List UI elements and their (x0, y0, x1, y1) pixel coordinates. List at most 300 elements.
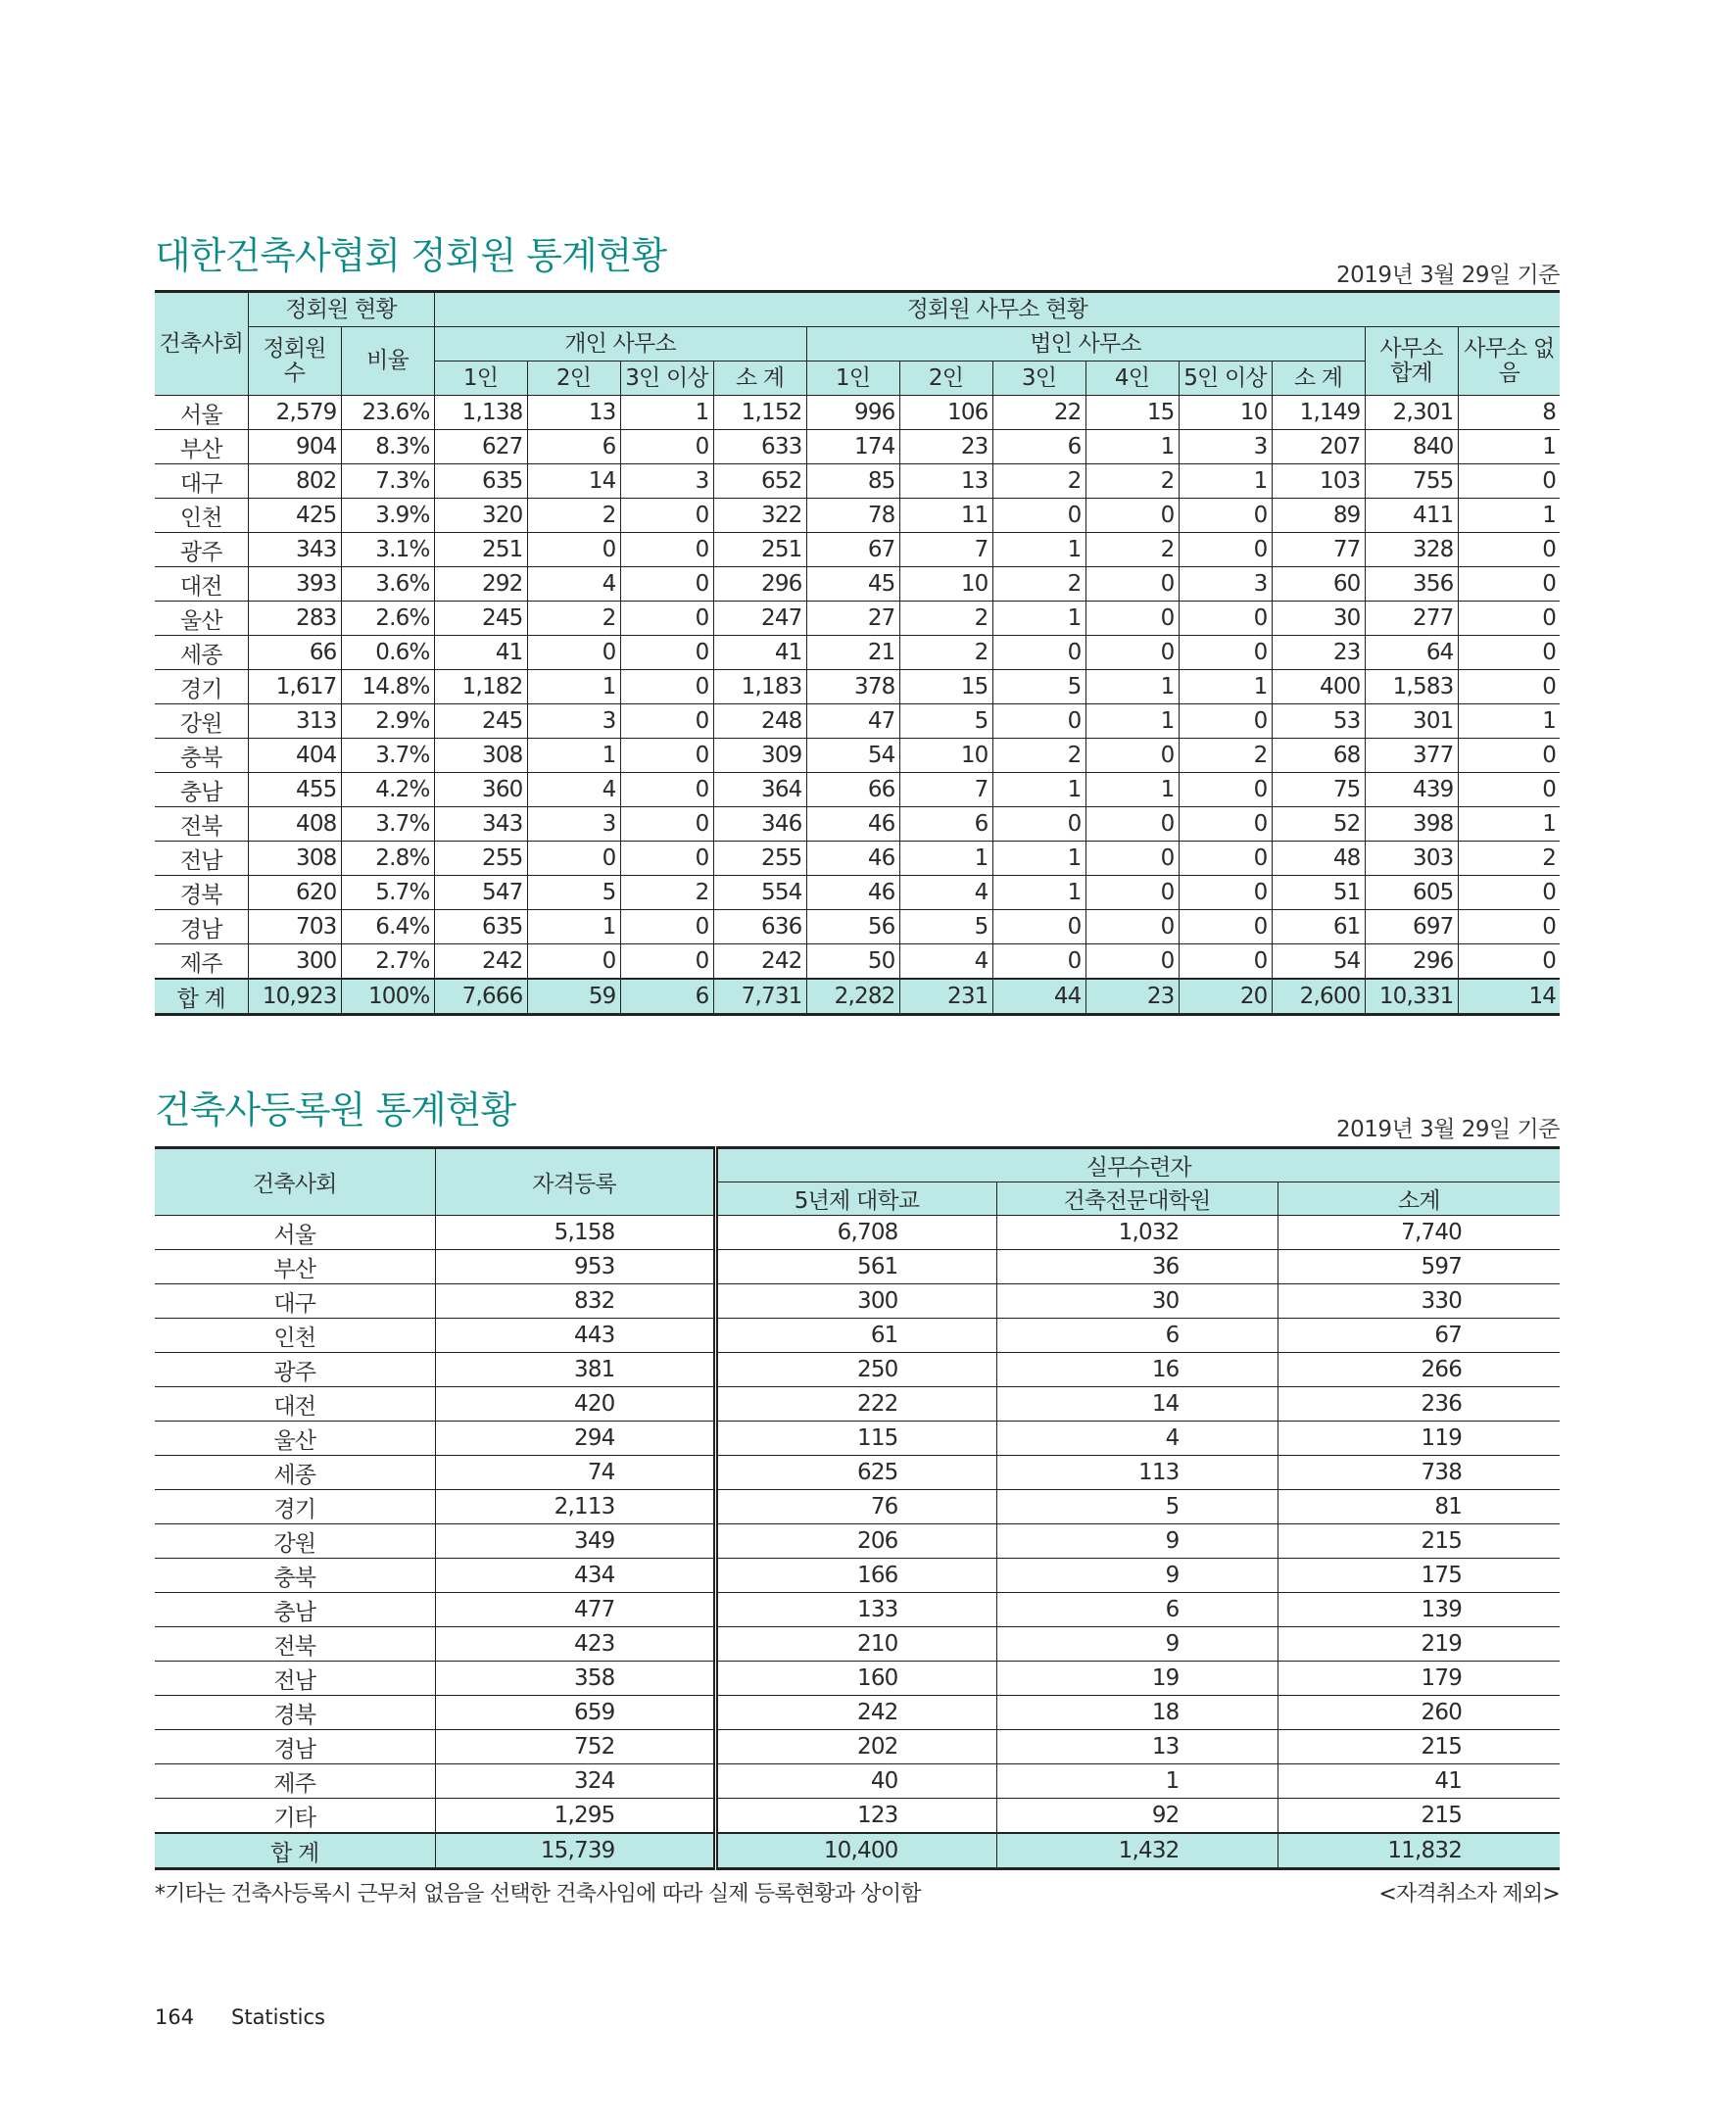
value-cell: 10 (1179, 396, 1272, 430)
table-row (155, 670, 1560, 704)
value-cell: 2.6% (341, 602, 434, 636)
total-cell: 2,600 (1272, 979, 1365, 1015)
value-cell: 343 (434, 807, 527, 842)
value-cell: 0.6% (341, 636, 434, 670)
total-cell: 7,666 (434, 979, 527, 1015)
value-cell: 277 (1365, 602, 1458, 636)
value-cell: 266 (1278, 1353, 1560, 1387)
region-cell: 광주 (155, 1353, 435, 1387)
header-5yr-university: 5년제 대학교 (715, 1182, 996, 1216)
value-cell: 247 (713, 602, 806, 636)
value-cell: 0 (527, 944, 620, 980)
value-cell: 215 (1278, 1730, 1560, 1764)
value-cell: 22 (992, 396, 1085, 430)
value-cell: 7 (899, 773, 992, 807)
region-cell: 충북 (155, 1559, 435, 1593)
value-cell: 248 (713, 704, 806, 739)
value-cell: 0 (1458, 739, 1560, 773)
value-cell: 840 (1365, 430, 1458, 464)
table-row (155, 739, 1560, 773)
value-cell: 1 (527, 670, 620, 704)
value-cell: 755 (1365, 464, 1458, 499)
value-cell: 260 (1278, 1696, 1560, 1730)
value-cell: 0 (620, 636, 713, 670)
value-cell: 320 (434, 499, 527, 533)
table-row (155, 1524, 1560, 1559)
region-cell: 전남 (155, 1662, 435, 1696)
value-cell: 4 (527, 773, 620, 807)
total-cell: 20 (1179, 979, 1272, 1015)
page-number: 164 (155, 2005, 195, 2029)
value-cell: 6 (992, 430, 1085, 464)
value-cell: 113 (996, 1456, 1278, 1490)
footnote: *기타는 건축사등록시 근무처 없음을 선택한 건축사임에 따라 실제 등록현황과 상이함 (155, 1882, 921, 1906)
header-individual-col: 2인 (527, 362, 620, 396)
region-cell: 충남 (155, 1593, 435, 1627)
value-cell: 0 (1085, 739, 1179, 773)
value-cell: 425 (248, 499, 341, 533)
value-cell: 52 (1272, 807, 1365, 842)
header-office-status: 정회원 사무소 현황 (434, 292, 1560, 327)
value-cell: 23.6% (341, 396, 434, 430)
value-cell: 8.3% (341, 430, 434, 464)
value-cell: 1,182 (434, 670, 527, 704)
value-cell: 0 (992, 499, 1085, 533)
header-individual-col: 1인 (434, 362, 527, 396)
value-cell: 1 (992, 533, 1085, 567)
value-cell: 0 (992, 807, 1085, 842)
table-row (155, 1284, 1560, 1319)
value-cell: 61 (1272, 910, 1365, 944)
value-cell: 76 (715, 1490, 996, 1524)
table-row (155, 842, 1560, 876)
value-cell: 411 (1365, 499, 1458, 533)
region-cell: 부산 (155, 430, 248, 464)
value-cell: 1 (1458, 704, 1560, 739)
region-cell: 세종 (155, 636, 248, 670)
value-cell: 752 (435, 1730, 715, 1764)
section1-basis-date: 2019년 3월 29일 기준 (1336, 263, 1560, 288)
value-cell: 47 (806, 704, 899, 739)
value-cell: 1 (1458, 807, 1560, 842)
value-cell: 1,432 (996, 1833, 1278, 1869)
value-cell: 68 (1272, 739, 1365, 773)
value-cell: 75 (1272, 773, 1365, 807)
value-cell: 0 (1458, 773, 1560, 807)
table-row (155, 944, 1560, 980)
value-cell: 0 (1085, 807, 1179, 842)
value-cell: 443 (435, 1319, 715, 1353)
value-cell: 697 (1365, 910, 1458, 944)
value-cell: 652 (713, 464, 806, 499)
value-cell: 46 (806, 842, 899, 876)
value-cell: 2 (1085, 464, 1179, 499)
value-cell: 703 (248, 910, 341, 944)
value-cell: 219 (1278, 1627, 1560, 1662)
value-cell: 210 (715, 1627, 996, 1662)
table-row (155, 1216, 1560, 1250)
value-cell: 5,158 (435, 1216, 715, 1250)
value-cell: 294 (435, 1422, 715, 1456)
value-cell: 64 (1365, 636, 1458, 670)
table-row (155, 636, 1560, 670)
value-cell: 1 (527, 739, 620, 773)
value-cell: 296 (713, 567, 806, 602)
value-cell: 0 (1458, 567, 1560, 602)
value-cell: 0 (992, 704, 1085, 739)
value-cell: 0 (992, 910, 1085, 944)
value-cell: 36 (996, 1250, 1278, 1284)
header-graduate-school: 건축전문대학원 (996, 1182, 1278, 1216)
value-cell: 1 (1179, 670, 1272, 704)
value-cell: 0 (1179, 773, 1272, 807)
value-cell: 3 (620, 464, 713, 499)
value-cell: 54 (806, 739, 899, 773)
value-cell: 61 (715, 1319, 996, 1353)
value-cell: 309 (713, 739, 806, 773)
value-cell: 6,708 (715, 1216, 996, 1250)
region-cell: 대전 (155, 567, 248, 602)
region-cell: 강원 (155, 704, 248, 739)
value-cell: 404 (248, 739, 341, 773)
value-cell: 19 (996, 1662, 1278, 1696)
value-cell: 0 (1085, 636, 1179, 670)
table-row (155, 1387, 1560, 1422)
value-cell: 300 (715, 1284, 996, 1319)
value-cell: 0 (620, 567, 713, 602)
value-cell: 21 (806, 636, 899, 670)
table-row (155, 910, 1560, 944)
table-row (155, 464, 1560, 499)
value-cell: 0 (1179, 910, 1272, 944)
value-cell: 0 (620, 499, 713, 533)
value-cell: 115 (715, 1422, 996, 1456)
value-cell: 11 (899, 499, 992, 533)
table-row (155, 1799, 1560, 1834)
value-cell: 5.7% (341, 876, 434, 910)
total-cell: 7,731 (713, 979, 806, 1015)
table-row (155, 602, 1560, 636)
value-cell: 66 (248, 636, 341, 670)
value-cell: 802 (248, 464, 341, 499)
value-cell: 308 (248, 842, 341, 876)
value-cell: 0 (527, 842, 620, 876)
region-cell: 전북 (155, 1627, 435, 1662)
header-individual-col: 소 계 (713, 362, 806, 396)
value-cell: 207 (1272, 430, 1365, 464)
value-cell: 0 (1458, 876, 1560, 910)
value-cell: 0 (1179, 636, 1272, 670)
value-cell: 2 (992, 567, 1085, 602)
header-individual-col: 3인 이상 (620, 362, 713, 396)
value-cell: 1 (1085, 773, 1179, 807)
region-cell: 대구 (155, 464, 248, 499)
region-cell: 인천 (155, 499, 248, 533)
value-cell: 0 (1179, 602, 1272, 636)
value-cell: 0 (620, 533, 713, 567)
table-row (155, 396, 1560, 430)
region-cell: 충남 (155, 773, 248, 807)
value-cell: 6 (899, 807, 992, 842)
region-cell: 광주 (155, 533, 248, 567)
value-cell: 1,295 (435, 1799, 715, 1834)
header-individual-office: 개인 사무소 (434, 327, 806, 362)
value-cell: 0 (620, 807, 713, 842)
value-cell: 455 (248, 773, 341, 807)
value-cell: 202 (715, 1730, 996, 1764)
value-cell: 9 (996, 1627, 1278, 1662)
value-cell: 215 (1278, 1524, 1560, 1559)
value-cell: 0 (1458, 636, 1560, 670)
value-cell: 3 (1179, 567, 1272, 602)
value-cell: 6 (996, 1319, 1278, 1353)
region-cell: 경기 (155, 1490, 435, 1524)
value-cell: 10 (899, 739, 992, 773)
region-cell: 세종 (155, 1456, 435, 1490)
value-cell: 360 (434, 773, 527, 807)
value-cell: 13 (899, 464, 992, 499)
value-cell: 41 (434, 636, 527, 670)
header-subtotal: 소계 (1278, 1182, 1560, 1216)
value-cell: 48 (1272, 842, 1365, 876)
total-cell: 23 (1085, 979, 1179, 1015)
value-cell: 330 (1278, 1284, 1560, 1319)
value-cell: 7.3% (341, 464, 434, 499)
header-region: 건축사회 (155, 1148, 435, 1216)
value-cell: 242 (713, 944, 806, 980)
value-cell: 378 (806, 670, 899, 704)
region-cell: 강원 (155, 1524, 435, 1559)
table-row (155, 807, 1560, 842)
value-cell: 4 (899, 876, 992, 910)
value-cell: 81 (1278, 1490, 1560, 1524)
value-cell: 206 (715, 1524, 996, 1559)
value-cell: 423 (435, 1627, 715, 1662)
table-row (155, 1696, 1560, 1730)
header-corporate-col: 2인 (899, 362, 992, 396)
value-cell: 160 (715, 1662, 996, 1696)
value-cell: 92 (996, 1799, 1278, 1834)
value-cell: 3.7% (341, 739, 434, 773)
value-cell: 0 (1085, 602, 1179, 636)
value-cell: 215 (1278, 1799, 1560, 1834)
value-cell: 420 (435, 1387, 715, 1422)
value-cell: 605 (1365, 876, 1458, 910)
value-cell: 3.7% (341, 807, 434, 842)
value-cell: 547 (434, 876, 527, 910)
value-cell: 15,739 (435, 1833, 715, 1869)
value-cell: 1 (992, 876, 1085, 910)
header-office-total: 사무소 합계 (1365, 327, 1458, 396)
value-cell: 166 (715, 1559, 996, 1593)
value-cell: 179 (1278, 1662, 1560, 1696)
value-cell: 0 (527, 533, 620, 567)
value-cell: 5 (996, 1490, 1278, 1524)
value-cell: 139 (1278, 1593, 1560, 1627)
value-cell: 1,138 (434, 396, 527, 430)
total-row (155, 979, 1560, 1015)
table-row (155, 430, 1560, 464)
value-cell: 0 (1085, 567, 1179, 602)
value-cell: 0 (1085, 944, 1179, 980)
value-cell: 0 (1179, 876, 1272, 910)
value-cell: 303 (1365, 842, 1458, 876)
value-cell: 322 (713, 499, 806, 533)
value-cell: 597 (1278, 1250, 1560, 1284)
value-cell: 0 (620, 430, 713, 464)
value-cell: 636 (713, 910, 806, 944)
header-corporate-office: 법인 사무소 (806, 327, 1365, 362)
value-cell: 398 (1365, 807, 1458, 842)
value-cell: 67 (806, 533, 899, 567)
value-cell: 627 (434, 430, 527, 464)
value-cell: 1 (527, 910, 620, 944)
value-cell: 4 (996, 1422, 1278, 1456)
value-cell: 1 (996, 1764, 1278, 1799)
value-cell: 296 (1365, 944, 1458, 980)
value-cell: 89 (1272, 499, 1365, 533)
table-row (155, 1490, 1560, 1524)
region-cell: 전남 (155, 842, 248, 876)
region-cell: 부산 (155, 1250, 435, 1284)
value-cell: 301 (1365, 704, 1458, 739)
table-row (155, 1593, 1560, 1627)
total-cell: 59 (527, 979, 620, 1015)
value-cell: 236 (1278, 1387, 1560, 1422)
value-cell: 13 (996, 1730, 1278, 1764)
value-cell: 1 (1458, 430, 1560, 464)
region-cell: 합 계 (155, 1833, 435, 1869)
value-cell: 738 (1278, 1456, 1560, 1490)
value-cell: 251 (713, 533, 806, 567)
value-cell: 343 (248, 533, 341, 567)
value-cell: 1,032 (996, 1216, 1278, 1250)
value-cell: 222 (715, 1387, 996, 1422)
total-label: 합 계 (155, 979, 248, 1015)
table-row (155, 1662, 1560, 1696)
value-cell: 0 (1458, 602, 1560, 636)
value-cell: 0 (620, 944, 713, 980)
value-cell: 14.8% (341, 670, 434, 704)
value-cell: 41 (1278, 1764, 1560, 1799)
value-cell: 393 (248, 567, 341, 602)
value-cell: 4 (527, 567, 620, 602)
header-corporate-col: 3인 (992, 362, 1085, 396)
value-cell: 3.6% (341, 567, 434, 602)
value-cell: 0 (620, 910, 713, 944)
header-no-office: 사무소 없음 (1458, 327, 1560, 396)
value-cell: 2,579 (248, 396, 341, 430)
value-cell: 15 (899, 670, 992, 704)
value-cell: 953 (435, 1250, 715, 1284)
header-corporate-col: 5인 이상 (1179, 362, 1272, 396)
table-row (155, 1627, 1560, 1662)
total-cell: 100% (341, 979, 434, 1015)
header-member-status: 정회원 현황 (248, 292, 434, 327)
value-cell: 377 (1365, 739, 1458, 773)
region-cell: 제주 (155, 944, 248, 980)
region-cell: 경기 (155, 670, 248, 704)
registration-statistics-table (155, 1146, 1560, 1870)
value-cell: 346 (713, 807, 806, 842)
value-cell: 2 (899, 602, 992, 636)
value-cell: 2 (1458, 842, 1560, 876)
header-member-count: 정회원 수 (248, 327, 341, 396)
value-cell: 0 (1085, 910, 1179, 944)
value-cell: 659 (435, 1696, 715, 1730)
header-trainees: 실무수련자 (715, 1148, 1560, 1182)
table-row (155, 1559, 1560, 1593)
value-cell: 3 (527, 807, 620, 842)
value-cell: 14 (527, 464, 620, 499)
table-row (155, 773, 1560, 807)
value-cell: 2,113 (435, 1490, 715, 1524)
region-cell: 서울 (155, 1216, 435, 1250)
value-cell: 1 (1458, 499, 1560, 533)
value-cell: 625 (715, 1456, 996, 1490)
value-cell: 434 (435, 1559, 715, 1593)
table-row (155, 499, 1560, 533)
value-cell: 364 (713, 773, 806, 807)
value-cell: 0 (1458, 944, 1560, 980)
value-cell: 1 (1085, 704, 1179, 739)
table-row (155, 1422, 1560, 1456)
region-cell: 전북 (155, 807, 248, 842)
region-cell: 경남 (155, 910, 248, 944)
table-row (155, 567, 1560, 602)
header-registered: 자격등록 (435, 1148, 715, 1216)
value-cell: 2 (899, 636, 992, 670)
value-cell: 51 (1272, 876, 1365, 910)
value-cell: 50 (806, 944, 899, 980)
value-cell: 8 (1458, 396, 1560, 430)
value-cell: 74 (435, 1456, 715, 1490)
header-corporate-col: 4인 (1085, 362, 1179, 396)
value-cell: 313 (248, 704, 341, 739)
region-cell: 서울 (155, 396, 248, 430)
value-cell: 633 (713, 430, 806, 464)
table-row (155, 1250, 1560, 1284)
value-cell: 78 (806, 499, 899, 533)
value-cell: 832 (435, 1284, 715, 1319)
value-cell: 2 (992, 464, 1085, 499)
value-cell: 46 (806, 807, 899, 842)
value-cell: 251 (434, 533, 527, 567)
value-cell: 561 (715, 1250, 996, 1284)
value-cell: 0 (1085, 842, 1179, 876)
value-cell: 996 (806, 396, 899, 430)
member-statistics-table (155, 290, 1560, 1016)
page-label: Statistics (231, 2005, 325, 2029)
value-cell: 349 (435, 1524, 715, 1559)
value-cell: 0 (620, 704, 713, 739)
value-cell: 41 (713, 636, 806, 670)
value-cell: 66 (806, 773, 899, 807)
value-cell: 439 (1365, 773, 1458, 807)
value-cell: 46 (806, 876, 899, 910)
value-cell: 324 (435, 1764, 715, 1799)
value-cell: 283 (248, 602, 341, 636)
section2-title: 건축사등록원 통계현황 (155, 1088, 516, 1132)
value-cell: 0 (1179, 944, 1272, 980)
value-cell: 400 (1272, 670, 1365, 704)
value-cell: 0 (1179, 842, 1272, 876)
value-cell: 30 (1272, 602, 1365, 636)
value-cell: 328 (1365, 533, 1458, 567)
header-corporate-col: 소 계 (1272, 362, 1365, 396)
value-cell: 106 (899, 396, 992, 430)
header-region: 건축사회 (155, 292, 248, 396)
